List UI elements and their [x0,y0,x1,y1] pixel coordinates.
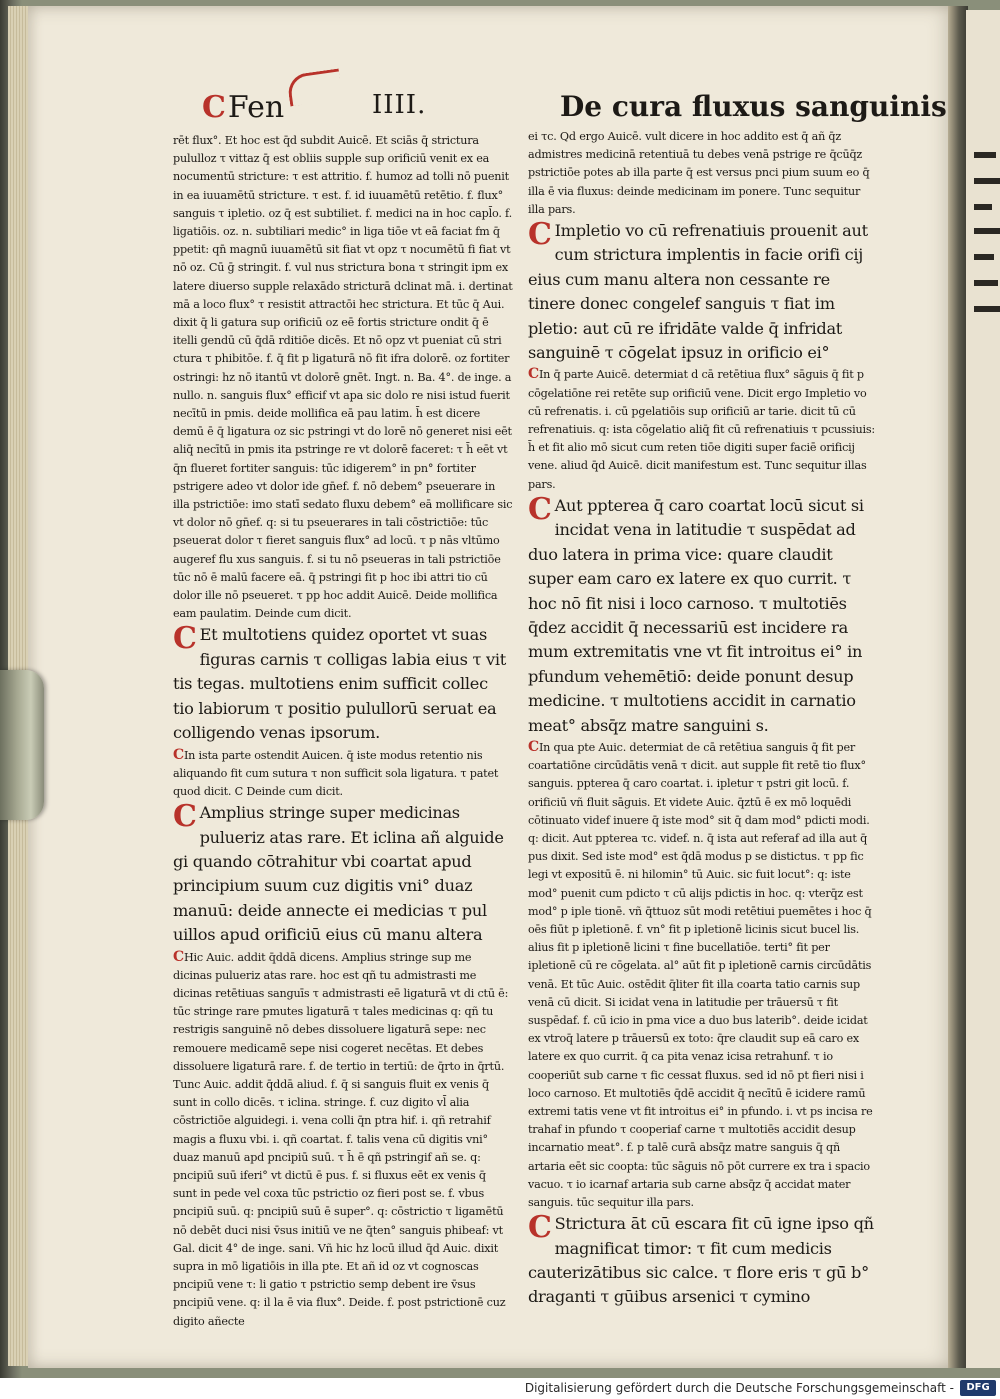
facing-page-text-fragment [974,254,994,260]
commentary-gloss [173,948,513,1331]
pilcrow-initial: C [528,738,539,755]
page-clip [0,670,44,820]
right-text-column [528,128,880,1310]
running-head-initial: C [202,90,226,125]
facing-page-text-fragment [974,178,1000,184]
running-head-left [202,90,284,125]
pilcrow-initial: C [528,366,539,383]
paragraph-text: ei τc. Qd ergo Auicē. vult dicere in hoc addito est q̄ añ q̄z admistres medicinā retentiuā tu debes venā pstrige re q̄cūq̄z pstrictiōe potes ab illa parte q̄ est versus pnci pium suum eo q̄ illa ē via fluxus: deinde medicinam im ponere. Tunc sequitur illa pars. [528,130,870,216]
facing-page-text-fragment [974,228,1000,234]
commentary-lemma [528,491,880,738]
commentary-gloss [173,132,513,623]
pilcrow-initial: C [173,746,184,763]
paragraph-text: Et multotiens quidez oportet vt suas figuras carnis τ colligas labia eius τ vit tis tegas. multotiens enim sufficit collec tio labiorum τ positio pulullorū seruat ea colligendo venas ipsorum. [173,625,506,743]
pilcrow-initial: C [528,1210,552,1246]
pilcrow-initial: C [528,491,552,527]
paragraph-text: Strictura āt cū escara fit cū igne ipso qñ magnificat timor: τ fit cum medicis cauterizātibus sic calce. τ flore eris τ gū̄ b° draganti τ gūibus arsenici τ cymino [528,1214,874,1307]
running-head-title: De cura fluxus sanguinis [560,90,947,123]
left-text-column [173,132,513,1331]
paragraph-text: In qua pte Auic. determiat de cā retētiua sanguis q̄ fit per coartatiōne circūdātis venā τ dicit. aut supple fit retē tio flux° sanguis. ppterea q̄ caro coartat. i. ipletur τ pstri git locū. f. orificiū vñ fluit sāguis. Et videte Auic. q̄ztū ē ex mō loquēdi cōtinuato videf inuere q̄ iste mod° sit q̄ dam mod° pdicti modi. q: dicit. Aut ppterea τc. videf. n. q̄ ista aut referaf ad illa aut q̄ pus dixit. Sed iste mod° est q̄dā modus p se distictus. τ pp fic legi vt expositū ē. ni hilomin° tū Auic. sic fuit locut°: q: iste mod° puenit cum pdicto τ cū alijs pdictis in hoc. q: vterq̄z est mod° p iple tionē. vñ q̄ttuoz sūt modi retētiui puemētes i hoc q̄ oēs fiūt p ipletionē. f. vn° fit p ipletionē licinis sicut bucel lis. alius fit p ipletionē licini τ fine bucellatiōe. terti° fit per ipletionē cū re cōgelata. al° aūt fit p ipletionē carnis circūdātis venā. Et tūc Auic. ostēdit q̄liter fit illa coarta tatio carnis sup venā cū dicit. Si icidat vena in latitudie per trāuersū τ fit suspēdaf. f. cū icio in pma vice a duo bus laterib°. deide icidat ex vtroq̄ latere p trāuersū ex toto: q̄re claudit sup eā caro ex latere ex quo currit. q̄ ca pita venaz icisa retrahunf. τ io cooperiūt sub carne τ fic cessat fluxus. sed id nō pt fieri nisi i loco carnoso. Et multotiēs q̄dē accidit q̄ necītū ē icidere ramū extremi tatis vene vt fit introitus ei° in pfundo. i. vt ps incisa re trahaf in pfundo τ cooperiaf carne τ multotiēs accidit desup incarnatio meat°. f. p talē curā absq̄z matre sanguis q̄ qñ artaria eēt sic coopta: tūc sāguis nō pōt currere ex tra i spacio vacuo. τ io icarnaf artaria sub carne absq̄z q̄ accidat mater sanguis. tūc sequitur illa pars. [528,740,873,1210]
commentary-gloss [528,128,880,219]
paragraph-text: Amplius stringe super medicinas pulueriz atas rare. Et iclina añ alguide gi quando cōtrahitur vbi coartat apud principium suum cuz digitis vni° duaz manuū: deide annecte ei medicias τ pul uillos apud orificiū eius cū manu altera [173,803,504,945]
commentary-lemma [528,219,880,365]
pilcrow-initial: C [173,948,184,965]
book-gutter [948,6,968,1368]
footer-bar [0,1378,1000,1399]
pilcrow-initial: C [173,799,197,835]
running-head-fen: Fen [227,90,285,125]
running-head-number: IIII. [372,90,427,120]
paragraph-text: Hic Auic. addit q̄ddā dicens. Amplius stringe sup me dicinas pulueriz atas rare. hoc est qñ tu admistrasti me dicinas retētiuas sanguīs τ admistrasti eē ligaturā vt di ctū ē: tūc stringe rare pmutes ligaturā τ tales medicinas q: qñ tu restrigis sanguinē nō debes dissoluere ligaturā sepe: nec remouere medicamē sepe nisi cogeret necētas. Et debes dissoluere ligaturā rare. f. de tertio in tertiū: de q̄rto in q̄rtū. Tunc Auic. addit q̄ddā aliud. f. q̄ si sanguis fluit ex venis q̄ sunt in collo dicēs. τ iclina. stringe. f. cuz digito vl̄ alia cōstrictiōe alguidegi. i. vena colli q̄n ptra hif. i. qñ retrahif magis a fluxu vbi. i. qñ coartat. f. talis vena cū digitis vni° duaz manuū apd pncipiū suū. τ h̄ ē qñ pstringif añ se. q: pncipiū suū iferi° vt dictū ē pus. f. si fluxus eēt ex venis q̄ sunt in pede vel coxa tūc pstrictio oz fieri post se. f. vbus pncipiū suū. q: pncipiū suū ē super°. q: cōstrictio τ ligamētū nō debēt duci nisi v̄sus initiū ve ne q̄ten° sanguis phibeaf: vt Gal. dicit 4° de inge. sani. Vñ hic hz locū illud q̄d Auic. dixit supra in mō ligatiōis in illa pte. Et añ id oz vt cognoscas pncipiū vene τ: li gatio τ pstrictio semp debent ire v̄sus pncipiū vene. q: il la ē via flux°. Deide. f. post pstrictionē cuz digito añecte [173,950,509,1328]
facing-page-edge [966,10,1000,1368]
commentary-gloss [528,365,880,493]
pilcrow-initial: C [528,217,552,253]
paragraph-text: Impletio vo cū refrenatiuis prouenit aut cum strictura implentis in facie orifi cij eius cum manu altera non cessante re tinere donec congelef sanguis τ fiat im pletio: aut cū re ifridāte valde q̄ infridat sanguinē τ cōgelat ipsuz in orificio ei° [528,221,868,363]
facing-page-text-fragment [974,204,992,210]
facing-page-text-fragment [974,280,998,286]
funding-notice: Digitalisierung gefördert durch die Deutsche Forschungsgemeinschaft - [524,1381,954,1395]
commentary-lemma [173,801,513,947]
paragraph-text: In ista parte ostendit Auicen. q̄ iste modus retentio nis aliquando fit cum sutura τ non sufficit sola ligatura. τ patet quod dicit. C Deinde cum dicit. [173,748,499,798]
commentary-gloss [528,738,880,1212]
dfg-logo: DFG [960,1380,996,1396]
commentary-gloss [173,746,513,802]
paragraph-text: In q̄ parte Auicē. determiat d cā retētiua flux° sāguis q̄ fit p cōgelatiōne rei retēte sup orificiū vene. Dicit ergo Impletio vo cū refrenatis. i. cū pgelatiōis sup orificiū ar tarie. dicit tū cū refrenatiuis. q: ista cōgelatio aliq̄ fit cū refrenatiuis τ pcussiuis: h̄ et fit alio mō sicut cum reten tiōe digiti super faciē orificij vene. aliud q̄d Auicē. dicit manifestum est. Tunc sequitur illas pars. [528,368,875,491]
pilcrow-initial: C [173,621,197,657]
commentary-lemma [528,1212,880,1310]
commentary-lemma [173,623,513,745]
facing-page-text-fragment [974,306,1000,312]
paragraph-text: Aut ppterea q̄ caro coartat locū sicut si incidat vena in latitudie τ suspēdat ad duo latera in prima vice: quare claudit super eam caro ex latere ex quo currit. τ hoc nō fit nisi i loco carnoso. τ multotiēs q̄dez accidit q̄ necessariū est incidere ra mum extremitatis vne vt fit introitus ei° in pfundum vehemētiō: deide ponunt desup medicine. τ multotiens accidit in carnatio meat° absq̄z matre sanguini s. [528,495,864,735]
facing-page-text-fragment [974,152,996,158]
paragraph-text: rēt flux°. Et hoc est q̄d subdit Auicē. Et sciās q̄ strictura pululloz τ vittaz q̄ est obliis supple sup orificiū venit ex ea nocumentū stricture: τ est attritio. f. humoz ad tolli nō puenit in ea iuuamētū stricture. τ est. f. id iuuamētū retētio. f. flux° sanguis τ ipletio. oz q̄ est subtiliet. f. medici na in hoc capl̄o. f. ligatiōis. oz. n. subtiliari medic° in liga tiōe vt eā faciat fm q̄ ppetit: qn̄ magnū iuuamētū sit fiat vt opz τ nocumētū fi fiat vt nō oz. Cū ḡ stringit. f. vul nus strictura bona τ stringit ipm ex latere diuerso supple relaxādo stricturā dclinat mā. i. dertinat mā a loco flux° τ resistit attractōi hec strictura. Et tūc q̄ Aui. dixit q̄ li gatura sup orificiū oz eē fortis stricture ondit q̄ ē itelli gendū cū q̄dā rditiōe dicēs. Et nō opz vt pueniat cū stri ctura τ phibitōe. f. q̄ fit p ligaturā nō fit ifra dolorē. oz fortiter ostringi: hz nō itantū vt dolorē gnēt. Ingt. n. Ba. 4°. de inge. a nullo. n. sanguis flux° efficif vt apa sic dolo re nisi istud fuerit necītū in pmis. deide mollifica eā pau latim. h̄ est dicere demū ē q̄ ligatura oz sic pstringi vt do lorē nō generet nisi eēt aliq̄ necītū in pmis ita pstringe re vt dolorē faceret: τ h̄ eēt vt q̄n flueret fortiter sanguis: tūc idigerem° in pn° fortiter pstrigere adeo vt dolor ide gn̄ef. f. nō debem° pseuerare in illa pstrictiōe: imo statī sedato fluxu debem° eā mollificare sic vt dolor nō gn̄ef. q: si tu pseuerares in tali cōstrictiōe: tūc pseuerat dolor τ fieret sanguis flux° ad locū. τ p nās vltūmo augeref flu xus sanguis. f. si tu nō pseueras in tali pstrictiōe tūc nō ē malū facere eā. q̄ pstringi fit p hoc ibi attri tio cū dolor ille nō pseueret. τ pp hoc addit Auicē. Deide mollifica eam paulatim. Deinde cum dicit. [173,134,513,621]
